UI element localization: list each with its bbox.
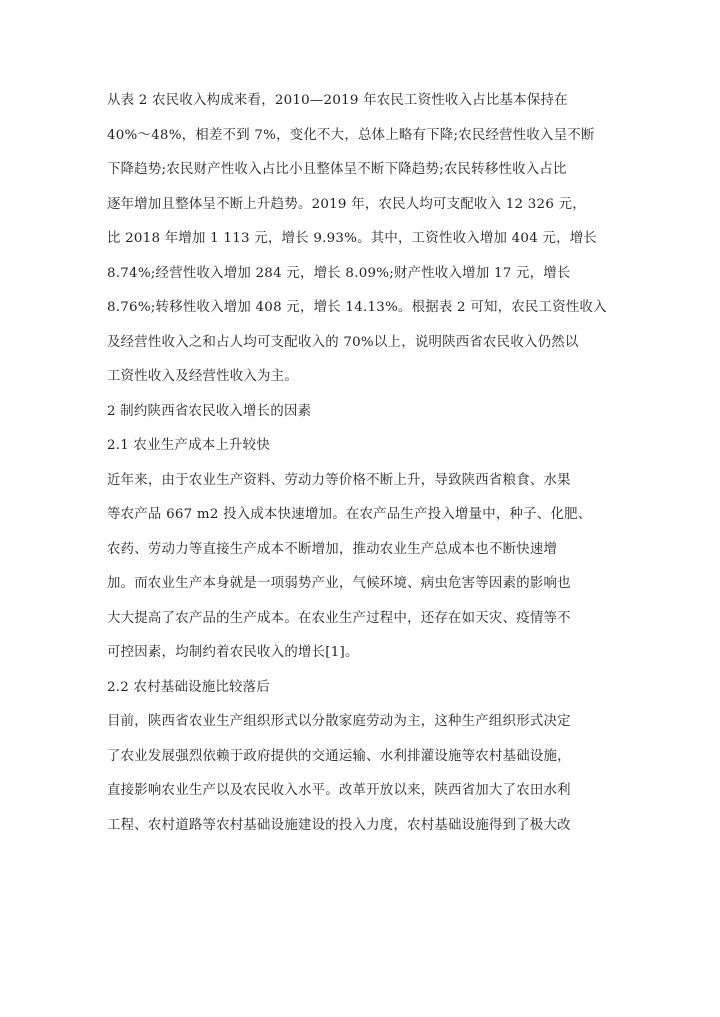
document-page (107, 84, 617, 843)
text-line: 工资性收入及经营性收入为主。 (107, 369, 298, 384)
text-line: 农药、劳动力等直接生产成本不断增加，推动农业生产总成本也不断快速增 (107, 541, 558, 557)
paragraph-infrastructure (107, 705, 617, 843)
text-line: 工程、农村道路等农村基础设施建设的投入力度，农村基础设施得到了极大改 (107, 817, 571, 833)
text-line: 比 2018 年增加 1 113 元，增长 9.93%。其中，工资性收入增加 404 元，增长 (107, 231, 598, 246)
subsection-heading: 2.1 农业生产成本上升较快 (107, 438, 270, 453)
text-line: 大大提高了农产品的生产成本。在农业生产过程中，还存在如天灾、疫情等不 (107, 610, 571, 626)
text-line: 了农业发展强烈依赖于政府提供的交通运输、水利排灌设施等农村基础设施， (107, 748, 571, 764)
text-line: 等农产品 667 m2 投入成本快速增加。在农产品生产投入增量中，种子、化肥、 (107, 507, 592, 522)
paragraph-production-cost (107, 464, 617, 671)
text-line: 目前，陕西省农业生产组织形式以分散家庭劳动为主，这种生产组织形式决定 (107, 714, 571, 729)
text-line: 8.76%;转移性收入增加 408 元，增长 14.13%。根据表 2 可知，农民工资性收入 (107, 300, 607, 315)
section-heading: 2 制约陕西省农民收入增长的因素 (107, 403, 312, 419)
text-line: 加。而农业生产本身就是一项弱势产业，气候环境、病虫危害等因素的影响也 (107, 576, 571, 591)
text-line: 从表 2 农民收入构成来看，2010—2019 年农民工资性收入占比基本保持在 (107, 93, 568, 108)
text-line: 直接影响农业生产以及农民收入水平。改革开放以来，陕西省加大了农田水利 (107, 783, 571, 798)
text-line: 可控因素，均制约着农民收入的增长[1]。 (107, 645, 359, 660)
paragraph-income-structure (107, 84, 617, 395)
subsection-heading: 2.2 农村基础设施比较落后 (107, 679, 270, 695)
text-line: 下降趋势;农民财产性收入占比小且整体呈不断下降趋势;农民转移性收入占比 (107, 162, 567, 177)
text-line: 近年来，由于农业生产资料、劳动力等价格不断上升，导致陕西省粮食、水果 (107, 472, 571, 488)
text-line: 逐年增加且整体呈不断上升趋势。2019 年，农民人均可支配收入 12 326 元， (107, 196, 586, 212)
text-line: 40%～48%，相差不到 7%，变化不大，总体上略有下降;农民经营性收入呈不断 (107, 127, 595, 143)
text-line: 8.74%;经营性收入增加 284 元，增长 8.09%;财产性收入增加 17 元，增长 (107, 265, 571, 281)
text-line: 及经营性收入之和占人均可支配收入的 70%以上，说明陕西省农民收入仍然以 (107, 334, 579, 350)
